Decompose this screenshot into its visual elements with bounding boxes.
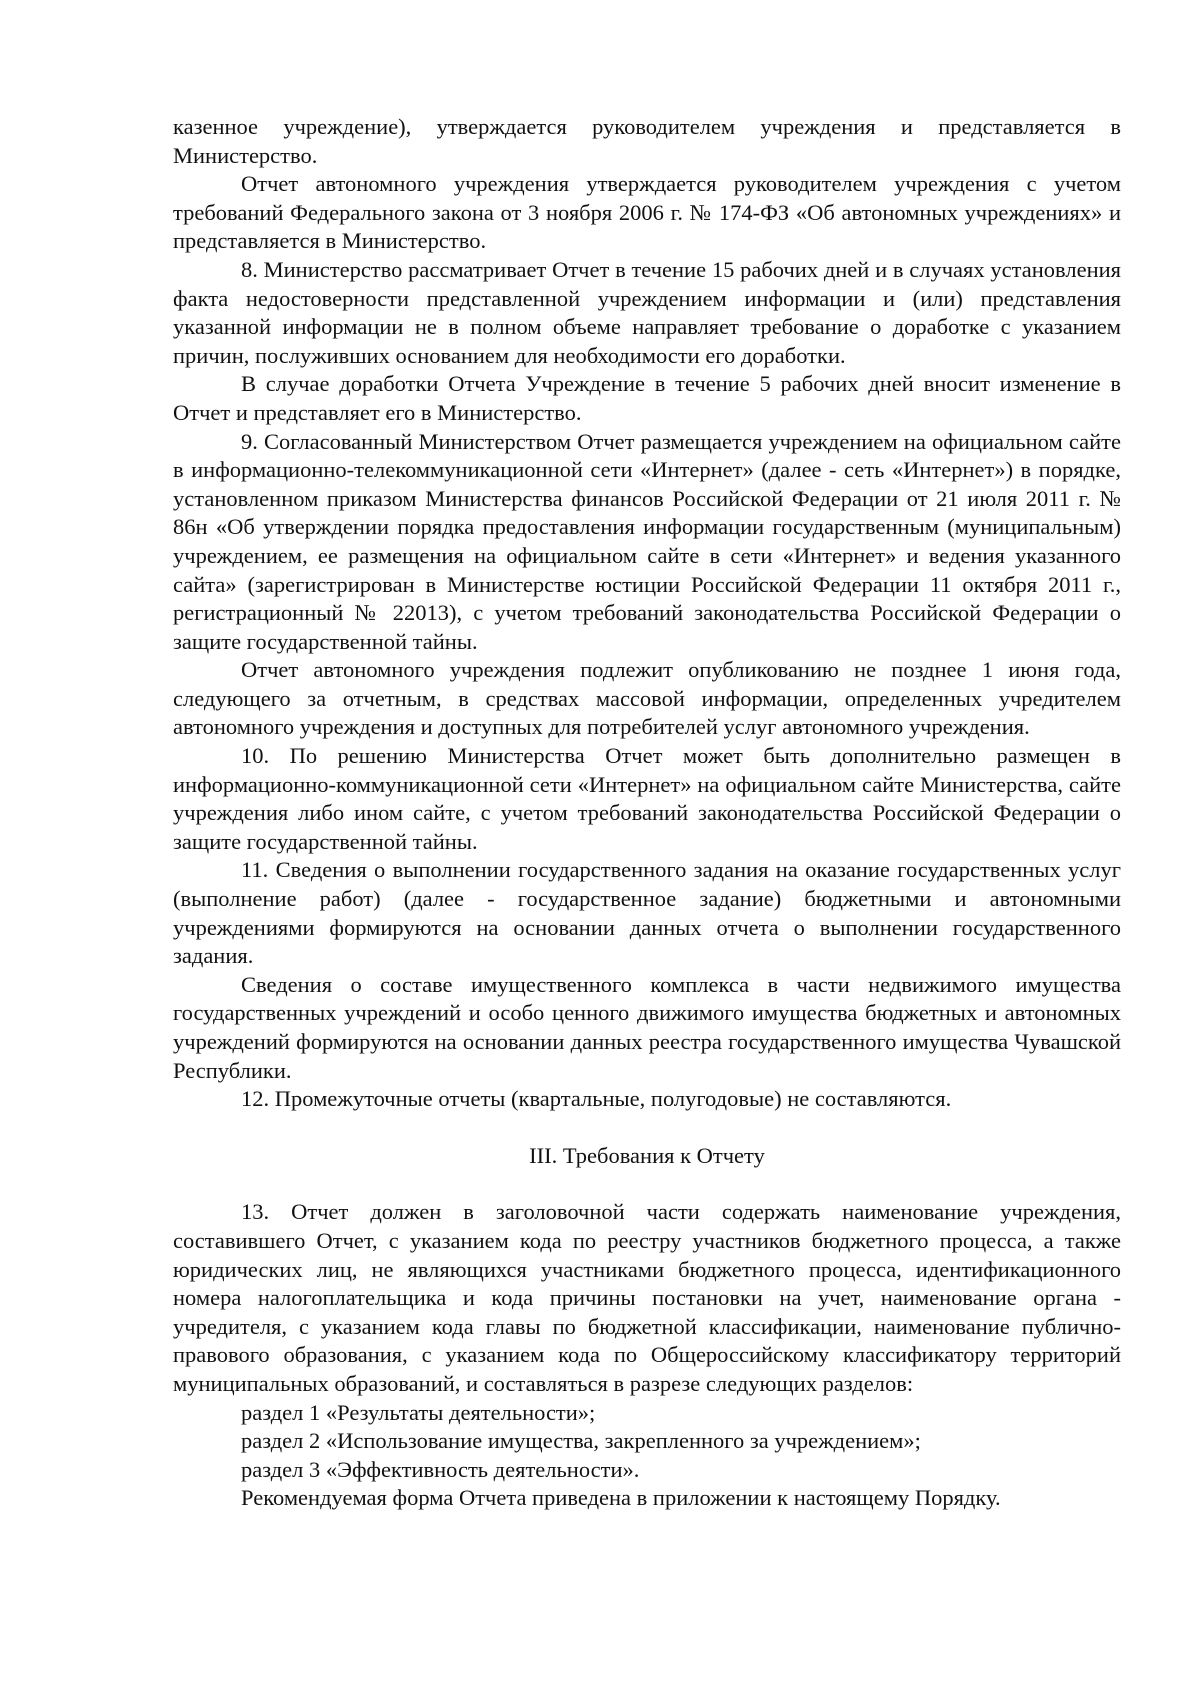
paragraph-item-9: 9. Согласованный Министерством Отчет размещается учреждением на официальном сайте в информационно-телекоммуникационной сети «Интернет» (далее - сеть «Интернет») в порядке, установленном приказом Министерства финансов Российской Федерации от 21 июля 2011 г. № 86н «Об утверждении порядка предоставления информации государственным (муниципальным) учреждением, ее размещения на официальном сайте в сети «Интернет» и ведения указанного сайта» (зарегистрирован в Министерстве юстиции Российской Федерации 11 октября 2011 г., регистрационный № 22013), с учетом требований законодательства Российской Федерации о защите государственной тайны. <box>173 428 1121 654</box>
paragraph: В случае доработки Отчета Учреждение в течение 5 рабочих дней вносит изменение в Отчет и представляет его в Министерство. <box>173 371 1121 425</box>
list-item: раздел 1 «Результаты деятельности»; <box>241 1399 596 1425</box>
list-item: Рекомендуемая форма Отчета приведена в приложении к настоящему Порядку. <box>241 1485 1001 1511</box>
paragraph-item-8: 8. Министерство рассматривает Отчет в течение 15 рабочих дней и в случаях установления факта недостоверности представленной учреждением информации и (или) представления указанной информации не в полном объеме направляет требование о доработке с указанием причин, послуживших основанием для необходимости его доработки. <box>173 256 1121 368</box>
paragraph: Отчет автономного учреждения подлежит опубликованию не позднее 1 июня года, следующего за отчетным, в средствах массовой информации, определенных учредителем автономного учреждения и доступных для потребителей услуг автономного учреждения. <box>173 657 1121 740</box>
paragraph-item-12: 12. Промежуточные отчеты (квартальные, полугодовые) не составляются. <box>241 1086 952 1112</box>
paragraph-item-11: 11. Сведения о выполнении государственного задания на оказание государственных услуг (выполнение работ) (далее - государственное задание) бюджетными и автономными учреждениями формируются на основании данных отчета о выполнении государственного задания. <box>173 857 1121 969</box>
paragraph: казенное учреждение), утверждается руководителем учреждения и представляется в Министерство. <box>173 114 1121 168</box>
list-item: раздел 2 «Использование имущества, закрепленного за учреждением»; <box>241 1428 921 1454</box>
list-item: раздел 3 «Эффективность деятельности». <box>241 1456 640 1482</box>
paragraph: Сведения о составе имущественного комплекса в части недвижимого имущества государственных учреждений и особо ценного движимого имущества бюджетных и автономных учреждений формируются на основании данных реестра государственного имущества Чувашской Республики. <box>173 971 1121 1083</box>
paragraph: Отчет автономного учреждения утверждается руководителем учреждения с учетом требований Федерального закона от 3 ноября 2006 г. № 174-ФЗ «Об автономных учреждениях» и представляется в Министерство. <box>173 171 1121 254</box>
paragraph-item-13: 13. Отчет должен в заголовочной части содержать наименование учреждения, составившего Отчет, с указанием кода по реестру участников бюджетного процесса, а также юридических лиц, не являющихся участниками бюджетного процесса, идентификационного номера налогоплательщика и кода причины постановки на учет, наименование органа - учредителя, с указанием кода главы по бюджетной классификации, наименование публично-правового образования, с указанием кода по Общероссийскому классификатору территорий муниципальных образований, и составляться в разрезе следующих разделов: <box>173 1199 1121 1396</box>
paragraph-item-10: 10. По решению Министерства Отчет может быть дополнительно размещен в информационно-коммуникационной сети «Интернет» на официальном сайте Министерства, сайте учреждения либо ином сайте, с учетом требований законодательства Российской Федерации о защите государственной тайны. <box>173 743 1121 854</box>
section-heading: III. Требования к Отчету <box>529 1142 765 1168</box>
document-page <box>173 113 1121 1513</box>
